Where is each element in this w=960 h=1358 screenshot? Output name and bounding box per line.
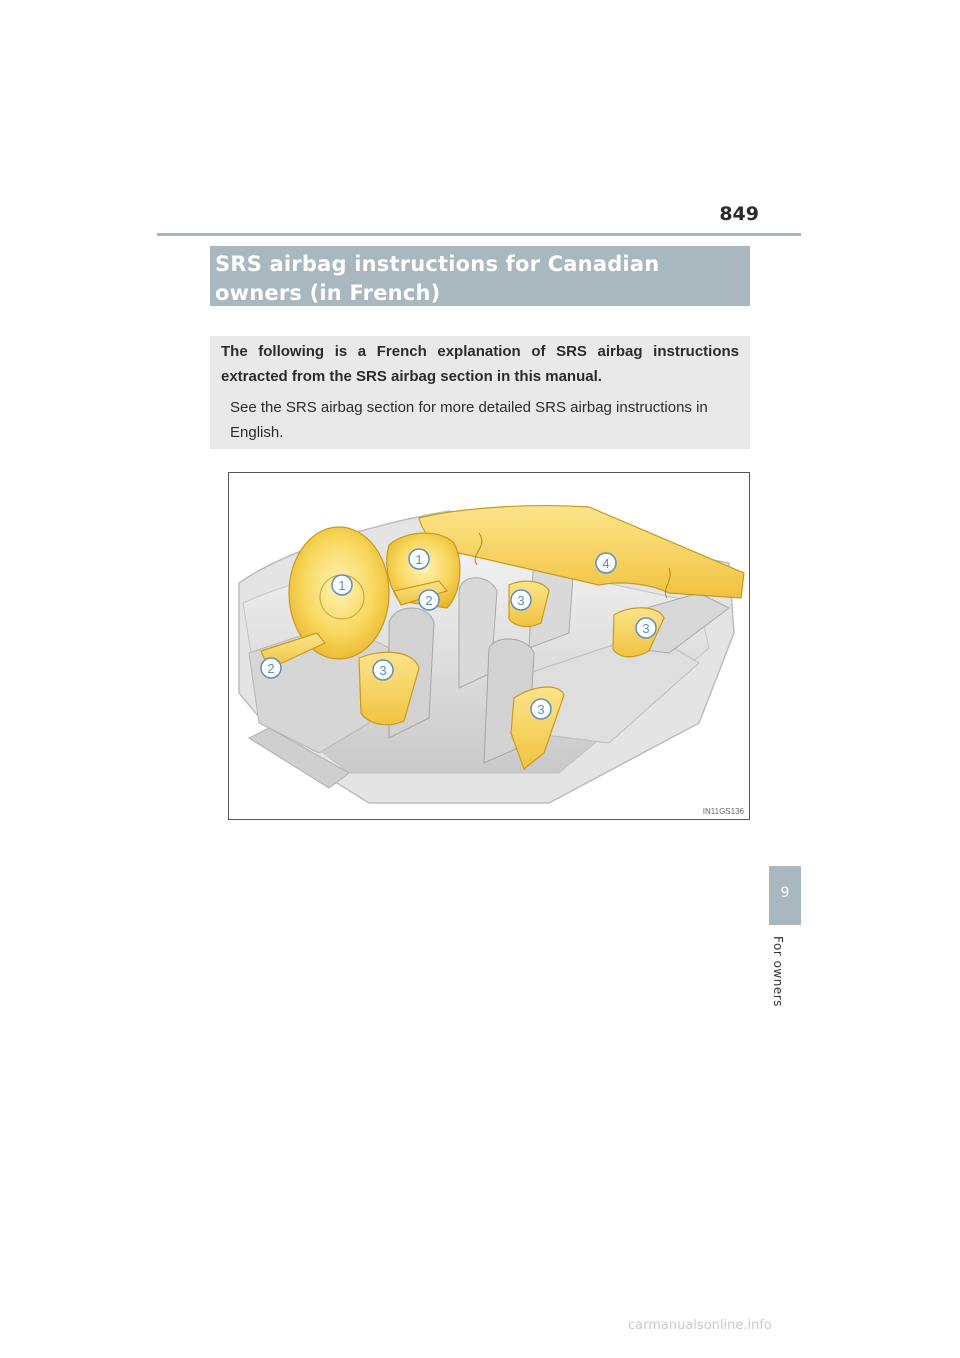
chapter-tab[interactable]: 9 xyxy=(769,866,801,925)
airbag-diagram xyxy=(229,473,749,819)
intro-box xyxy=(210,336,750,449)
callout-3-rear-left xyxy=(531,699,551,719)
chapter-label: For owners xyxy=(771,936,785,1007)
svg-text:3: 3 xyxy=(517,593,525,608)
svg-text:2: 2 xyxy=(267,661,275,676)
header-rule xyxy=(157,233,801,236)
callout-4-curtain xyxy=(596,553,616,573)
section-title-bar xyxy=(210,246,750,306)
intro-text: The following is a French explanation of SRS airbag instructions extracted from the SRS airbag section in this manual. xyxy=(221,343,739,385)
callout-3-driver-side xyxy=(373,660,393,680)
callout-1-driver xyxy=(332,575,352,595)
callout-3-passenger-side xyxy=(511,590,531,610)
page-number: 849 xyxy=(719,203,759,225)
svg-text:1: 1 xyxy=(415,552,423,567)
callout-1-passenger xyxy=(409,549,429,569)
figure-code: IN11GS136 xyxy=(702,807,744,816)
svg-text:4: 4 xyxy=(602,556,610,571)
svg-text:1: 1 xyxy=(338,578,346,593)
callout-2-driver-knee xyxy=(261,658,281,678)
airbag-illustration xyxy=(228,472,750,820)
svg-text:3: 3 xyxy=(379,663,387,678)
watermark: carmanualsonline.info xyxy=(628,1318,772,1333)
section-title: SRS airbag instructions for Canadian owners (in French) xyxy=(215,252,660,305)
intro-note: See the SRS airbag section for more detailed SRS airbag instructions in English. xyxy=(230,399,708,441)
svg-text:3: 3 xyxy=(642,621,650,636)
callout-3-rear-right xyxy=(636,618,656,638)
svg-text:3: 3 xyxy=(537,702,545,717)
callout-2-passenger-knee xyxy=(419,590,439,610)
svg-text:2: 2 xyxy=(425,593,433,608)
